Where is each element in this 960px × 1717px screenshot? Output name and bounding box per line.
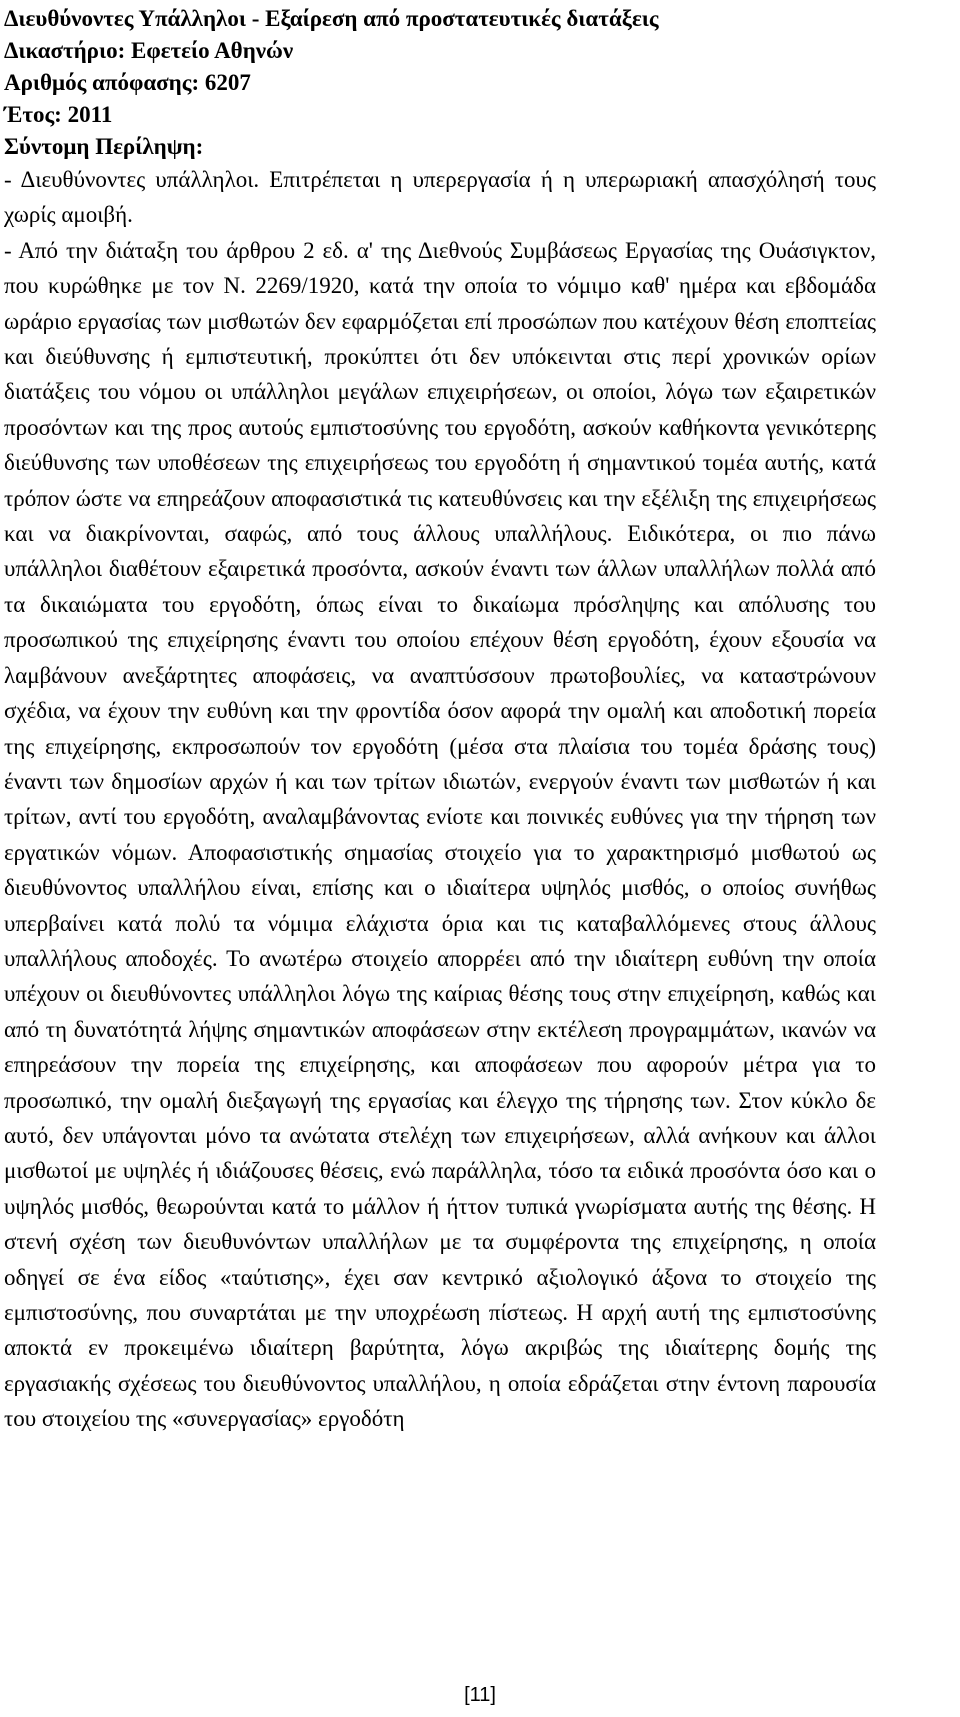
summary-paragraph-1: - Διευθύνοντες υπάλληλοι. Επιτρέπεται η υπερεργασία ή η υπερωριακή απασχόλησή τους χωρίς αμοιβή.	[4, 167, 876, 228]
summary-body	[4, 162, 876, 1437]
year-line: Έτος: 2011	[4, 102, 113, 127]
decision-number-line: Αριθμός απόφασης: 6207	[4, 70, 251, 95]
document-title: Διευθύνοντες Υπάλληλοι - Εξαίρεση από προστατευτικές διατάξεις	[4, 6, 659, 31]
page-number: [11]	[464, 1684, 496, 1706]
summary-heading: Σύντομη Περίληψη:	[4, 134, 204, 159]
court-line: Δικαστήριο: Εφετείο Αθηνών	[4, 38, 294, 63]
summary-paragraph-2: - Από την διάταξη του άρθρου 2 εδ. α' της Διεθνούς Συμβάσεως Εργασίας της Ουάσιγκτον, που κυρώθηκε με τον Ν. 2269/1920, κατά την οποία το νόμιμο καθ' ημέρα και εβδομάδα ωράριο εργασίας των μισθωτών δεν εφαρμόζεται επί προσώπων που κατέχουν θέση εποπτείας και διεύθυνσης ή εμπιστευτική, προκύπτει ότι δεν υπόκεινται στις περί χρονικών ορίων διατάξεις του νόμου οι υπάλληλοι μεγάλων επιχειρήσεων, οι οποίοι, λόγω των εξαιρετικών προσόντων και της προς αυτούς εμπιστοσύνης του εργοδότη, ασκούν καθήκοντα γενικότερης διεύθυνσης των υποθέσεων της επιχειρήσεως του εργοδότη ή σημαντικού τομέα αυτής, κατά τρόπον ώστε να επηρεάζουν αποφασιστικά τις κατευθύνσεις και την εξέλιξη της επιχειρήσεως και να διακρίνονται, σαφώς, από τους άλλους υπαλλήλους. Ειδικότερα, οι πιο πάνω υπάλληλοι διαθέτουν εξαιρετικά προσόντα, ασκούν έναντι των άλλων υπαλλήλων πολλά από τα δικαιώματα του εργοδότη, όπως είναι το δικαίωμα πρόσληψης και απόλυσης του προσωπικού της επιχείρησης έναντι του οποίου επέχουν θέση εργοδότη, έχουν εξουσία να λαμβάνουν ανεξάρτητες αποφάσεις, να αναπτύσσουν πρωτοβουλίες, να καταστρώνουν σχέδια, να έχουν την ευθύνη και την φροντίδα όσον αφορά την ομαλή και αποδοτική πορεία της επιχείρησης, εκπροσωπούν τον εργοδότη (μέσα στα πλαίσια του τομέα δράσης τους) έναντι των δημοσίων αρχών ή και των τρίτων ιδιωτών, ενεργούν έναντι των μισθωτών ή και τρίτων, αντί του εργοδότη, αναλαμβάνοντας ενίοτε και ποινικές ευθύνες για την τήρηση των εργατικών νόμων. Αποφασιστικής σημασίας στοιχείο για το χαρακτηρισμό μισθωτού ως διευθύνοντος υπαλλήλου είναι, επίσης και ο ιδιαίτερα υψηλός μισθός, ο οποίος συνήθως υπερβαίνει κατά πολύ τα νόμιμα ελάχιστα όρια και τις καταβαλλόμενες στους άλλους υπαλλήλους αποδοχές. Το ανωτέρω στοιχείο απορρέει από την ιδιαίτερη ευθύνη την οποία υπέχουν οι διευθύνοντες υπάλληλοι λόγω της καίριας θέσης τους στην επιχείρηση, καθώς και από τη δυνατότητά λήψης σημαντικών αποφάσεων στην εκτέλεση προγραμμάτων, ικανών να επηρεάσουν την πορεία της επιχείρησης, και αποφάσεων που αφορούν μέτρα για το προσωπικό, την ομαλή διεξαγωγή της εργασίας και έλεγχο της τήρησης των. Στον κύκλο δε αυτό, δεν υπάγονται μόνο τα ανώτατα στελέχη των επιχειρήσεων, αλλά ανήκουν και άλλοι μισθωτοί με υψηλές ή ιδιάζουσες θέσεις, ενώ παράλληλα, τόσο τα ειδικά προσόντα όσο και ο υψηλός μισθός, θεωρούνται κατά το μάλλον ή ήττον τυπικά γνωρίσματα αυτής της θέσης. Η στενή σχέση των διευθυνόντων υπαλλήλων με τα συμφέροντα της επιχείρησης, η οποία οδηγεί σε ένα είδος «ταύτισης», έχει σαν κεντρικό αξιολογικό άξονα το στοιχείο της εμπιστοσύνης, που συναρτάται με την υποχρέωση πίστεως. Η αρχή αυτή της εμπιστοσύνης αποκτά εν προκειμένω ιδιαίτερη βαρύτητα, λόγω ακριβώς της ιδιαίτερης δομής της εργασιακής σχέσεως του διευθύνοντος υπαλλήλου, η οποία εδράζεται στην έντονη παρουσία του στοιχείου της «συνεργασίας» εργοδότη	[4, 237, 876, 1432]
